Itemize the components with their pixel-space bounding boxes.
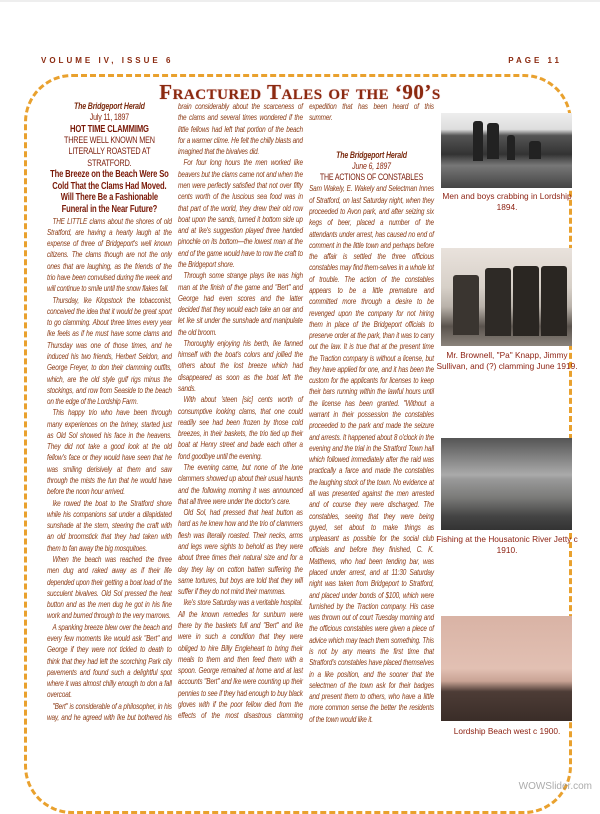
paragraph: This happy trio who have been through many experiences on the briney, started just as Old Sol showed his face in the heavens. They did not take a good look at the old fellow's face or they would have seen that he was smiling derisively at them and saw through the mists the fun that he would have before the noon hour arrived. [47,408,172,497]
article-date: July 11, 1897 [89,112,130,123]
paragraph: THE LITTLE clams about the shores of old Stratford, are having a hearty laugh at the expense of three of Bridgeport's well known citizens. The clams though are not the only ones that are laughing, as the friends of the trio have been convulsed during the week and will continue to smile until the snow flakes fall. [47,216,172,294]
paragraph: Ike rowed the boat to the Stratford shore while his companions sat under a dilapidated sunshade at the stern, steering the craft with an old broomstick that they had taken with them to fan away the big mosquitoes. [47,498,172,553]
photo-caption: Men and boys crabbing in Lordship 1894. [442,191,572,212]
paragraph: With about 'steen [sic] cents worth of consumptive looking clams, that one could readily see had been frozen by those cold breezes, in their baskets, the trio tied up their boat at Henry street and bade each other a fond goodbye until the evening. [178,395,303,461]
photo-crabbing-lordship [441,113,572,188]
photo-housatonic-jetty [441,438,572,530]
article-headline: HOT TIME CLAMMIMG [69,123,149,135]
photo-lordship-beach-west [441,616,572,721]
photo-caption: Lordship Beach west c 1900. [453,726,561,736]
paragraph: Thoroughly enjoying his berth, Ike fanned himself with the boat's colors and jollied the others about the lost breeze which had disappeared as soon as the boat left the sands. [178,338,303,394]
article-source: The Bridgeport Herald [73,101,145,111]
article-subhead: THREE WELL KNOWN MEN LITERALLY ROASTED AT STRATFORD. [63,134,155,168]
page-title: Fractured Tales of the ‘90’s [159,80,441,104]
paragraph: Through some strange plays Ike was high man at the finish of the game and "Bert" and George had even scores and the latter decided that they would each take an oar and let Ike sit under the sunshade and manipulate the old broom. [178,271,303,337]
article-date: June 6, 1897 [352,160,391,171]
paragraph: "Bert" is considerable of a philosopher, in his way, and he agreed with Ike but bothered his brain considerably about the scarceness of the clams and several times wondered if the little fellows had left that portion of the beach for a warmer clime. He felt the chilly blasts and imagined that the bivalves did. [47,102,303,722]
paragraph: A spanking breeze blew over the beach and every few moments Ike would ask "Bert" and George if they were not tickled to death to think that they had left the scorching Park city pavements and found such a delightful spot where it was almost chilly enough to don a fall overcoat. [47,622,172,700]
watermark: WOWSlider.com [518,781,592,792]
top-edge [0,0,600,2]
paragraph: For four long hours the men worked like beavers but the clams came not and when the men were perfectly satisfied that not over fifty cents worth of the luscious sea food was in that part of the world, they drew their old row boat upon the sands, turned it bottom side up and at Ike's suggestion played three handed pinochle on its bottom—the lowest man at the end of the game would have to row the craft to the Bridgeport shore. [178,158,303,269]
article-source: The Bridgeport Herald [336,149,407,160]
article-deck: The Breeze on the Beach Were So Cold That the Clams Had Moved. Will There Be a Fashionable Funeral in the Near Future? [50,169,169,215]
page-number: PAGE 11 [508,56,562,65]
article-columns [47,101,434,725]
paragraph: Ike's store Saturday was a veritable hospital. All the known remedies for sunburn were there by the baskets full and "Bert" and Ike were in such a condition that they were obliged to hire Billy Engleheart to bring their meals to them and then feed them with a spoon. George remained at home and at last accounts "Bert" and Ike were counting up their pennies to see if they had enough to buy black gloves with if the poor fellow died from the effects of the most disastrous clamming expedition that has been heard of this summer. [178,102,434,721]
paragraph: When the beach was reached the three men dug and raked away as if their life depended upon their getting a boat load of the succulent bivalves. Old Sol pressed the heat button and as the men dug he got in his fine work and burned through to the very marrows. [47,555,172,621]
article-headline: THE ACTIONS OF CONSTABLES [319,172,424,183]
article-actions-of-constables [309,150,434,725]
photo-caption: Fishing at the Housatonic River Jetty c 1910. [436,534,578,555]
photo-caption: Mr. Brownell, "Pa" Knapp, Jimmy Sullivan, and (?) clamming June 1919. [436,350,578,371]
volume-issue: VOLUME IV, ISSUE 6 [41,56,174,65]
paragraph: The evening came, but none of the lone clammers showed up about their usual haunts and the following morning it was announced that all three were under the doctor's care. [178,463,303,506]
paragraph: Sam Wakely, E. Wakely and Selectman Innes of Stratford, on last Saturday night, when they proceeded to Avon park, and after seizing six kegs of beer, placed a number of the attendants under arrest, has caused no end of comment in the little town and perhaps before the affair is settled the three officious constables may find them-selves in a whole lot of trouble. The action of the constables appears to be a little premature and committed more through a desire to be revenged upon the company for not hiring them in place of the Bridgeport officials to preserve order at the park, than it was to carry out the law. It is true that at the present time the Traction company is without a license, but they have applied for one, and it has been the custom for the applicants for licenses to keep their bars running within the lawful hours until the license has been granted. "Without a warrant in their possession the constables proceeded to the park and made the seizure and arrests. It happened about 8 o'clock in the evening and the trial in the Stratford Town hall which followed immediately after the raid was practically a farce and made the constables the laughing stock of the town. No evidence at all was presented against the men arrested and of course they were discharged. The constables, seeing that they were being guyed, set about to make things as unpleasant as possible for the social club officials and before they finished, C. K. Matthews, who had been tending bar, was placed under arrest, and at 11:30 Saturday night was taken from Bridgeport to Stratford, and placed under bonds of $100, which were furnished by the Traction company. His case was thrown out of court Tuesday morning and the officious constables were given a piece of advice which may teach them something. This is not by any means the first time that Stratford's constables have placed themselves in a like position, and the sooner that the selectmen of the town ask for their badges and present them to others, who have a little more common sense the better the residents of the town would like it. [309,184,434,724]
photo-clamming-1919 [441,248,572,346]
paragraph: Old Sol, had pressed that heat button as hard as he knew how and the trio of clammers flesh was literally roasted. Their necks, arms and legs were sights to behold as they were about three times their natural size and for a day they lay on cotton batten suffering the same tortures, but boys are told that they will suffer if they do not mind their mammas. [178,508,303,597]
paragraph: Thursday, Ike Klopstock the tobacconist, conceived the idea that it would be great sport to go clamming. About three times every year Ike feels as if he must have some clams and Thursday was one of those times, and he induced his two friends, Herbert Seldon, and George Freyer, to don their clamming outfits, which, are the old style gulf rigs minus the stockings, and row from Seaside to the beach on the edge of the Lordship Farm. [47,295,172,407]
